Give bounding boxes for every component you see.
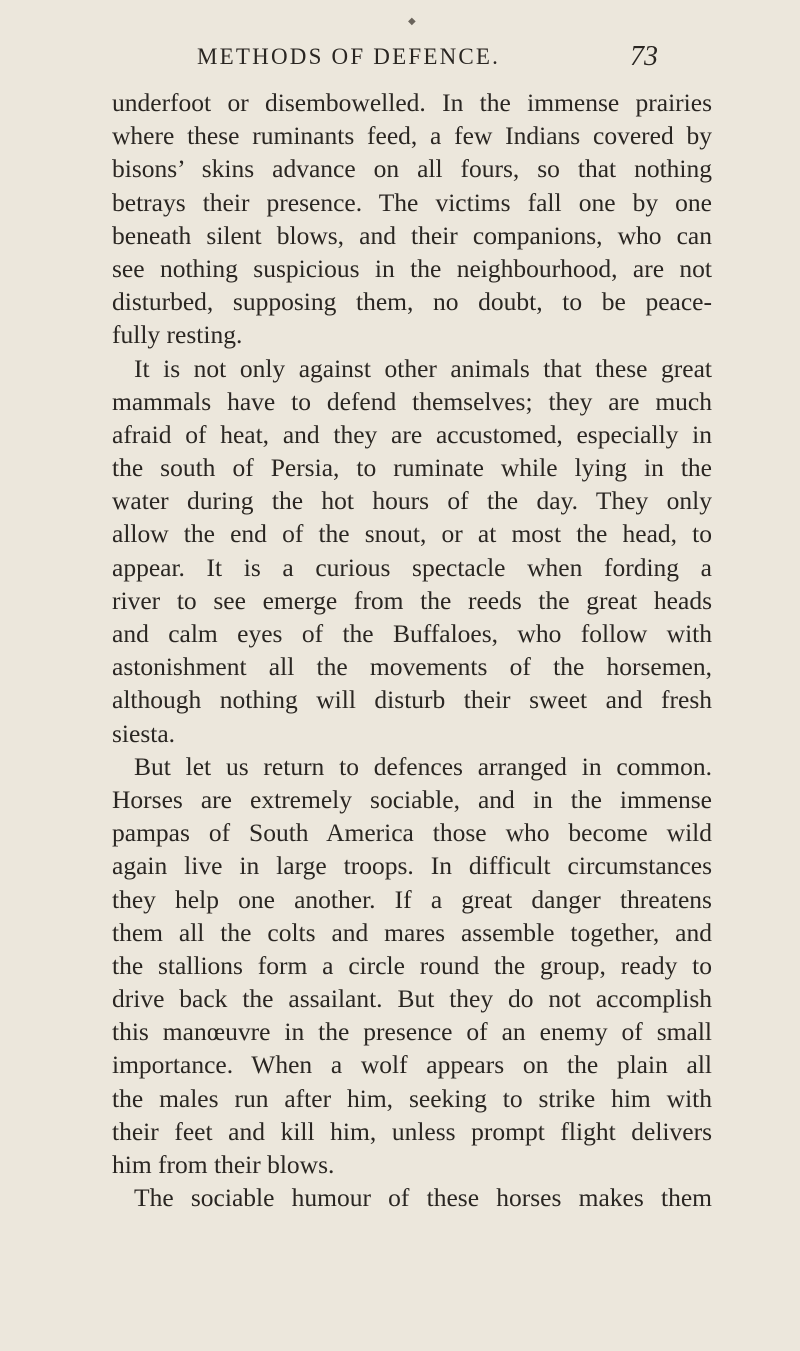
text-line: It is not only against other animals that these great [134, 353, 712, 383]
text-line: the stallions form a circle round the group, ready to [112, 950, 712, 980]
text-line: the males run after him, seeking to strike him with [112, 1083, 712, 1113]
text-line: betrays their presence. The victims fall one by one [112, 187, 712, 217]
text-line: importance. When a wolf appears on the plain all [112, 1050, 712, 1080]
text-line: beneath silent blows, and their companions, who can [112, 220, 712, 250]
text-line: appear. It is a curious spectacle when fording a [112, 552, 712, 582]
text-line: siesta. [112, 718, 176, 748]
running-head: METHODS OF DEFENCE. [197, 44, 501, 69]
text-line: bisons’ skins advance on all fours, so that nothing [112, 154, 712, 184]
text-line: they help one another. If a great danger threatens [112, 884, 712, 914]
text-line: But let us return to defences arranged in common. [134, 751, 712, 781]
text-line: astonishment all the movements of the horsemen, [112, 652, 712, 682]
text-line: again live in large troops. In difficult circumstances [112, 851, 712, 881]
text-line: Horses are extremely sociable, and in the immense [112, 784, 712, 814]
text-line: water during the hot hours of the day. They only [112, 486, 712, 516]
text-line: afraid of heat, and they are accustomed, especially in [112, 419, 712, 449]
text-line: this manœuvre in the presence of an enemy of small [112, 1017, 712, 1047]
ornament-glyph: ◆ [408, 16, 416, 27]
text-line: pampas of South America those who become wild [112, 818, 712, 848]
text-line: their feet and kill him, unless prompt flight delivers [112, 1116, 712, 1146]
text-line: the south of Persia, to ruminate while lying in the [112, 453, 712, 483]
text-line: The sociable humour of these horses makes them [134, 1183, 712, 1213]
text-line: him from their blows. [112, 1150, 335, 1179]
text-line: mammals have to defend themselves; they are much [112, 386, 712, 416]
page-number: 73 [630, 41, 658, 72]
page-header [0, 16, 800, 80]
text-line: although nothing will disturb their sweet and fresh [112, 685, 712, 715]
text-line: fully resting. [112, 320, 243, 350]
text-line: see nothing suspicious in the neighbourhood, are not [112, 253, 712, 283]
text-line: underfoot or disembowelled. In the immense prairies [112, 88, 712, 117]
text-line: them all the colts and mares assemble together, and [112, 917, 712, 947]
body-text [112, 86, 712, 1214]
text-line: and calm eyes of the Buffaloes, who follow with [112, 619, 712, 648]
text-line: allow the end of the snout, or at most the head, to [112, 519, 712, 549]
text-line: drive back the assailant. But they do not accomplish [112, 984, 712, 1014]
text-line: disturbed, supposing them, no doubt, to be peace- [112, 287, 712, 317]
text-line: where these ruminants feed, a few Indians covered by [112, 121, 712, 151]
text-line: river to see emerge from the reeds the great heads [112, 585, 712, 615]
